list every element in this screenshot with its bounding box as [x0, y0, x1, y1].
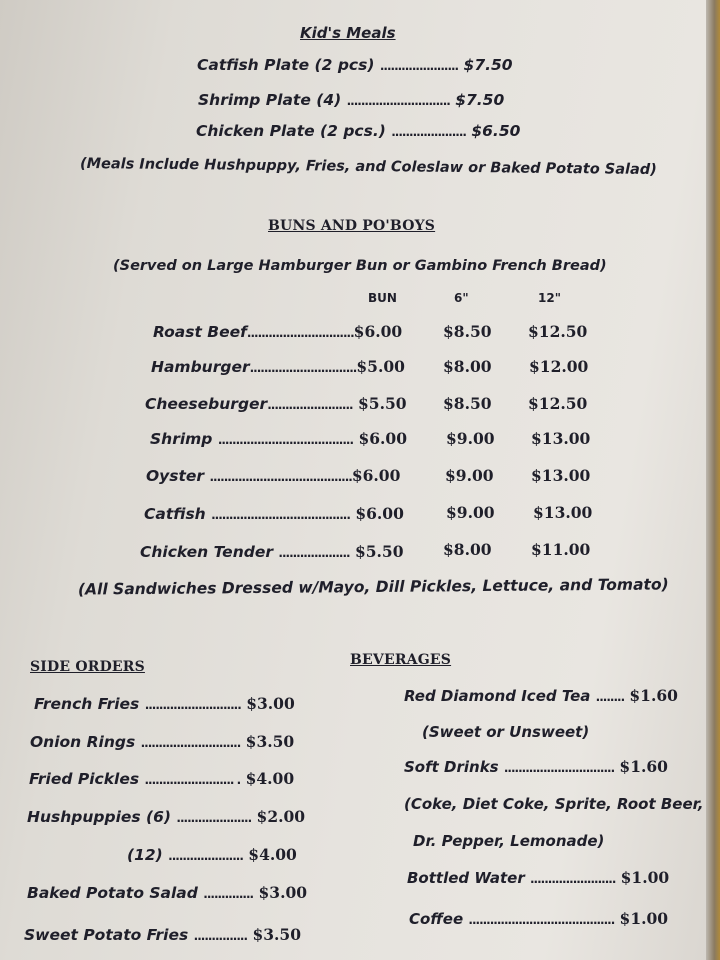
- leader-dots: .....................: [176, 811, 252, 825]
- side-item-price: $4.00: [248, 845, 297, 864]
- kids-item-price: $6.50: [471, 122, 521, 140]
- side-item-price: $4.00: [245, 769, 295, 788]
- side-orders-heading: SIDE ORDERS: [30, 659, 145, 675]
- side-item: [127, 845, 297, 864]
- beverage-note: (Coke, Diet Coke, Sprite, Root Beer,: [404, 795, 704, 813]
- poboy-price-12: $12.50: [528, 322, 588, 341]
- poboy-price-bun: $6.00: [353, 322, 403, 341]
- leader-dots: ........: [595, 690, 625, 704]
- poboy-row: [140, 542, 404, 561]
- poboy-price-6: $9.00: [446, 429, 495, 448]
- page-edge-shadow: [706, 0, 720, 960]
- sandwich-dressing-note: (All Sandwiches Dressed w/Mayo, Dill Pickles, Lettuce, and Tomato): [77, 575, 669, 599]
- poboy-name: Catfish: [144, 505, 206, 523]
- poboy-name: Cheeseburger: [145, 395, 268, 413]
- side-item-price: $3.50: [245, 732, 295, 751]
- poboy-price-12: $12.00: [529, 357, 589, 376]
- poboy-name: Hamburger: [151, 358, 250, 376]
- leader-dots: ......................................: [217, 433, 354, 447]
- beverage-item: [407, 868, 669, 887]
- poboy-price-12: $11.00: [531, 540, 591, 559]
- poboy-price-bun: $5.50: [354, 542, 404, 561]
- leader-dots: .......................................: [211, 508, 350, 522]
- side-item-price: $3.50: [252, 925, 301, 944]
- beverage-price: $1.60: [629, 686, 678, 705]
- kids-item-price: $7.50: [463, 56, 513, 74]
- leader-dots: .............................: [346, 94, 450, 108]
- side-item-name: (12): [127, 846, 163, 864]
- beverage-price: $1.00: [619, 909, 669, 928]
- beverage-name: Coffee: [409, 910, 464, 928]
- side-item: [34, 694, 295, 713]
- leader-dots: ..............................: [249, 361, 357, 375]
- leader-dots: ........................: [267, 398, 353, 412]
- side-item: [29, 769, 294, 788]
- leader-dots: ...............: [193, 929, 248, 943]
- side-item: [27, 807, 305, 826]
- poboy-row: [145, 394, 407, 413]
- leader-dots: ....................: [278, 546, 350, 560]
- poboy-price-bun: $6.00: [351, 466, 401, 485]
- side-item: [27, 883, 307, 902]
- beverage-name: Red Diamond Iced Tea: [404, 687, 591, 705]
- leader-dots: .........................................: [468, 913, 615, 927]
- poboy-price-6: $8.00: [443, 357, 492, 376]
- kids-item: [198, 91, 504, 109]
- poboy-price-6: $9.00: [445, 466, 494, 485]
- side-item: [30, 732, 294, 751]
- poboy-name: Roast Beef: [153, 323, 247, 341]
- beverage-item: [404, 686, 678, 705]
- leader-dots: ............................: [140, 736, 241, 750]
- leader-dots: ..............................: [246, 326, 354, 340]
- leader-dots: .....................: [391, 125, 466, 139]
- column-header-bun: BUN: [368, 291, 397, 305]
- beverages-heading: BEVERAGES: [350, 652, 452, 668]
- poboy-price-6: $8.50: [443, 322, 492, 341]
- kids-meals-heading: Kid's Meals: [300, 24, 396, 42]
- side-item-name: Baked Potato Salad: [27, 884, 198, 902]
- poboy-price-6: $9.00: [446, 503, 495, 522]
- buns-poboys-heading: BUNS AND PO'BOYS: [268, 218, 436, 234]
- kids-item-name: Chicken Plate (2 pcs.): [196, 122, 386, 140]
- poboy-price-bun: $6.00: [358, 429, 407, 448]
- poboy-row: [151, 357, 405, 376]
- kids-item-price: $7.50: [455, 91, 505, 109]
- poboy-price-12: $12.50: [528, 394, 588, 413]
- poboy-price-12: $13.00: [531, 429, 591, 448]
- leader-dots: ......................... .: [144, 773, 241, 787]
- kids-item: [196, 122, 520, 140]
- side-item-name: Fried Pickles: [29, 770, 140, 788]
- poboy-price-12: $13.00: [533, 503, 593, 522]
- side-item-name: Sweet Potato Fries: [24, 926, 189, 944]
- poboy-row: [144, 504, 404, 523]
- poboy-name: Shrimp: [150, 430, 213, 448]
- poboy-price-12: $13.00: [531, 466, 591, 485]
- side-item-price: $2.00: [256, 807, 306, 826]
- poboy-price-bun: $6.00: [355, 504, 404, 523]
- poboy-price-bun: $5.00: [356, 357, 405, 376]
- beverage-name: Bottled Water: [407, 869, 525, 887]
- poboy-name: Chicken Tender: [140, 543, 273, 561]
- poboy-price-6: $8.50: [443, 394, 492, 413]
- leader-dots: ...............................: [503, 761, 615, 775]
- leader-dots: ......................: [379, 59, 459, 73]
- beverage-note: (Sweet or Unsweet): [422, 723, 590, 741]
- leader-dots: ........................: [529, 872, 616, 886]
- poboy-price-bun: $5.50: [358, 394, 407, 413]
- poboy-row: [150, 429, 407, 448]
- buns-poboys-subnote: (Served on Large Hamburger Bun or Gambino French Bread): [113, 258, 607, 274]
- side-item: [24, 925, 301, 944]
- poboy-price-6: $8.00: [443, 540, 492, 559]
- beverage-item: [404, 757, 668, 776]
- beverage-item: [409, 909, 668, 928]
- column-header-6-inch: 6": [454, 291, 469, 305]
- kids-item-name: Shrimp Plate (4): [198, 91, 342, 109]
- leader-dots: ..............: [203, 887, 254, 901]
- kids-item: [197, 56, 513, 74]
- kids-meals-note: (Meals Include Hushpuppy, Fries, and Coleslaw or Baked Potato Salad): [79, 155, 657, 179]
- poboy-row: [153, 322, 402, 341]
- leader-dots: ...........................: [144, 698, 241, 712]
- poboy-name: Oyster: [146, 467, 205, 485]
- beverage-price: $1.00: [620, 868, 670, 887]
- side-item-price: $3.00: [258, 883, 308, 902]
- beverage-note: Dr. Pepper, Lemonade): [413, 832, 605, 850]
- leader-dots: .....................: [168, 849, 243, 863]
- side-item-name: Onion Rings: [30, 733, 136, 751]
- beverage-name: Soft Drinks: [404, 758, 499, 776]
- beverage-price: $1.60: [619, 757, 668, 776]
- side-item-name: French Fries: [34, 695, 140, 713]
- leader-dots: ........................................: [209, 470, 352, 484]
- kids-item-name: Catfish Plate (2 pcs): [197, 56, 375, 74]
- side-item-price: $3.00: [246, 694, 295, 713]
- column-header-12-inch: 12": [538, 291, 561, 305]
- side-item-name: Hushpuppies (6): [27, 808, 171, 826]
- poboy-row: [146, 466, 400, 485]
